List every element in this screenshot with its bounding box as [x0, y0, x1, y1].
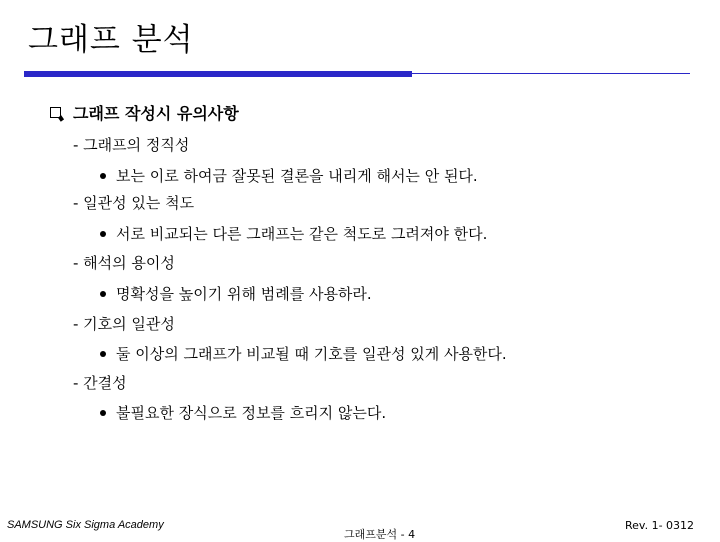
subheading-consistent-scale: - 일관성 있는 척도: [73, 194, 195, 212]
subheading-interpretability: - 해석의 용이성: [73, 254, 175, 272]
checkbox-bullet-icon: [50, 107, 61, 118]
bullet-text: 보는 이로 하여금 잘못된 결론을 내리게 해서는 안 된다.: [116, 167, 478, 185]
subheading-conciseness: - 간결성: [73, 374, 127, 392]
section-heading: [50, 101, 239, 124]
bullet-dot-icon: [100, 410, 106, 416]
bullet-interpretability: [100, 283, 372, 304]
bullet-text: 서로 비교되는 다른 그래프는 같은 척도로 그려져야 한다.: [116, 225, 488, 243]
bullet-dot-icon: [100, 291, 106, 297]
bullet-conciseness: [100, 402, 386, 423]
footer-organization: SAMSUNG Six Sigma Academy: [7, 519, 164, 531]
bullet-text: 불필요한 장식으로 정보를 흐리지 않는다.: [116, 404, 387, 422]
bullet-consistent-scale: [100, 223, 487, 244]
bullet-text: 명확성을 높이기 위해 범례를 사용하라.: [116, 285, 372, 303]
bullet-symbol-consistency: [100, 343, 507, 364]
subheading-symbol-consistency: - 기호의 일관성: [73, 315, 175, 333]
footer-page-label: 그래프분석 - 4: [344, 528, 416, 541]
bullet-honesty: [100, 165, 478, 186]
slide-title: 그래프 분석: [28, 22, 194, 58]
section-heading-text: 그래프 작성시 유의사항: [73, 104, 239, 123]
subheading-honesty: - 그래프의 정직성: [73, 136, 190, 154]
bullet-dot-icon: [100, 231, 106, 237]
bullet-text: 둘 이상의 그래프가 비교될 때 기호를 일관성 있게 사용한다.: [116, 345, 507, 363]
footer-revision: Rev. 1- 0312: [625, 519, 695, 532]
bullet-dot-icon: [100, 173, 106, 179]
bullet-dot-icon: [100, 351, 106, 357]
